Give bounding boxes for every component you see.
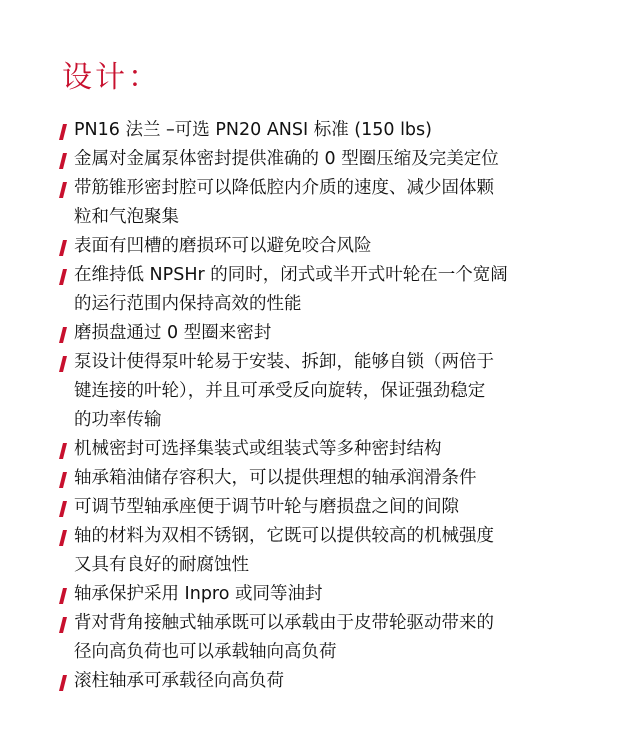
feature-text-line: 滚柱轴承可承载径向高负荷 bbox=[74, 671, 284, 691]
feature-text-line: 磨损盘通过 0 型圈来密封 bbox=[74, 323, 272, 343]
feature-item bbox=[60, 348, 580, 435]
red-slash-bullet-icon bbox=[59, 501, 67, 517]
feature-text-line: 的功率传输 bbox=[74, 410, 162, 430]
feature-item bbox=[60, 319, 580, 348]
red-slash-bullet-icon bbox=[59, 588, 67, 604]
red-slash-bullet-icon bbox=[59, 530, 67, 546]
feature-text-line: 背对背角接触式轴承既可以承载由于皮带轮驱动带来的 bbox=[74, 613, 494, 633]
feature-item bbox=[60, 435, 580, 464]
red-slash-bullet-icon bbox=[59, 153, 67, 169]
red-slash-bullet-icon bbox=[59, 327, 67, 343]
feature-item bbox=[60, 580, 580, 609]
red-slash-bullet-icon bbox=[59, 269, 67, 285]
feature-text-line: 泵设计使得泵叶轮易于安装、拆卸，能够自锁（两倍于 bbox=[74, 352, 494, 372]
feature-item bbox=[60, 522, 580, 580]
feature-item bbox=[60, 667, 580, 696]
feature-item bbox=[60, 464, 580, 493]
feature-text-line: 金属对金属泵体密封提供准确的 0 型圈压缩及完美定位 bbox=[74, 149, 499, 169]
red-slash-bullet-icon bbox=[59, 356, 67, 372]
section-title: 设计： bbox=[62, 60, 161, 95]
feature-text-line: 的运行范围内保持高效的性能 bbox=[74, 294, 302, 314]
feature-item bbox=[60, 493, 580, 522]
feature-text-line: 可调节型轴承座便于调节叶轮与磨损盘之间的间隙 bbox=[74, 497, 459, 517]
feature-item bbox=[60, 116, 580, 145]
feature-text-line: 机械密封可选择集装式或组装式等多种密封结构 bbox=[74, 439, 442, 459]
feature-item bbox=[60, 145, 580, 174]
red-slash-bullet-icon bbox=[59, 240, 67, 256]
feature-text-line: 在维持低 NPSHr 的同时，闭式或半开式叶轮在一个宽阔 bbox=[74, 265, 508, 285]
red-slash-bullet-icon bbox=[59, 443, 67, 459]
feature-list bbox=[60, 116, 580, 696]
feature-text-line: 粒和气泡聚集 bbox=[74, 207, 179, 227]
feature-text-line: PN16 法兰 –可选 PN20 ANSI 标准 (150 lbs) bbox=[74, 120, 432, 140]
feature-text-line: 径向高负荷也可以承载轴向高负荷 bbox=[74, 642, 337, 662]
feature-text-line: 轴的材料为双相不锈钢，它既可以提供较高的机械强度 bbox=[74, 526, 494, 546]
red-slash-bullet-icon bbox=[59, 124, 67, 140]
feature-item bbox=[60, 261, 580, 319]
feature-item bbox=[60, 232, 580, 261]
red-slash-bullet-icon bbox=[59, 182, 67, 198]
feature-text-line: 轴承保护采用 Inpro 或同等油封 bbox=[74, 584, 323, 604]
red-slash-bullet-icon bbox=[59, 675, 67, 691]
feature-text-line: 键连接的叶轮），并且可承受反向旋转，保证强劲稳定 bbox=[74, 381, 486, 401]
feature-text-line: 又具有良好的耐腐蚀性 bbox=[74, 555, 249, 575]
feature-text-line: 表面有凹槽的磨损环可以避免咬合风险 bbox=[74, 236, 372, 256]
red-slash-bullet-icon bbox=[59, 617, 67, 633]
feature-text-line: 轴承箱油储存容积大，可以提供理想的轴承润滑条件 bbox=[74, 468, 477, 488]
feature-text-line: 带筋锥形密封腔可以降低腔内介质的速度、减少固体颗 bbox=[74, 178, 494, 198]
feature-item bbox=[60, 174, 580, 232]
red-slash-bullet-icon bbox=[59, 472, 67, 488]
feature-item bbox=[60, 609, 580, 667]
